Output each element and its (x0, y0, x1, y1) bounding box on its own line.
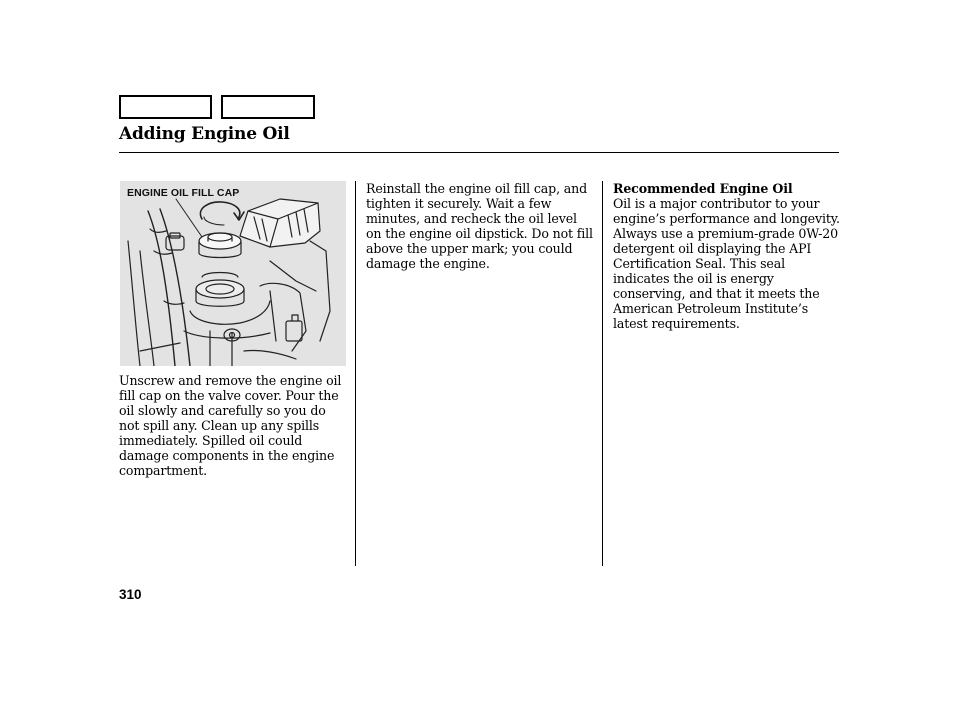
page-number: 310 (119, 587, 142, 602)
recommended-oil-heading: Recommended Engine Oil (613, 181, 793, 196)
nav-tab-1[interactable] (119, 95, 212, 119)
column-divider-2 (602, 181, 603, 566)
instruction-paragraph-1: Unscrew and remove the engine oil fill cap on the valve cover. Pour the oil slowly and carefully so you do not spill any. Clean up any spills immediately. Spilled oil could damage components in the engine compartment. (119, 373, 342, 478)
nav-tab-2[interactable] (221, 95, 315, 119)
column-divider-1 (355, 181, 356, 566)
engine-bay-drawing (120, 181, 346, 366)
figure-caption-label: ENGINE OIL FILL CAP (127, 187, 240, 199)
title-divider (119, 152, 839, 153)
page-title: Adding Engine Oil (119, 124, 290, 144)
engine-oil-fill-cap-illustration (120, 181, 346, 366)
recommended-oil-paragraph: Oil is a major contributor to your engine’s performance and longevity. Always use a premium-grade 0W-20 detergent oil displaying the API Certification Seal. This seal indicates the oil is energy conserving, and that it meets the American Petroleum Institute’s latest requirements. (613, 196, 840, 331)
instruction-paragraph-2: Reinstall the engine oil fill cap, and tighten it securely. Wait a few minutes, and recheck the oil level on the engine oil dipstick. Do not fill above the upper mark; you could damage the engine. (366, 181, 593, 271)
